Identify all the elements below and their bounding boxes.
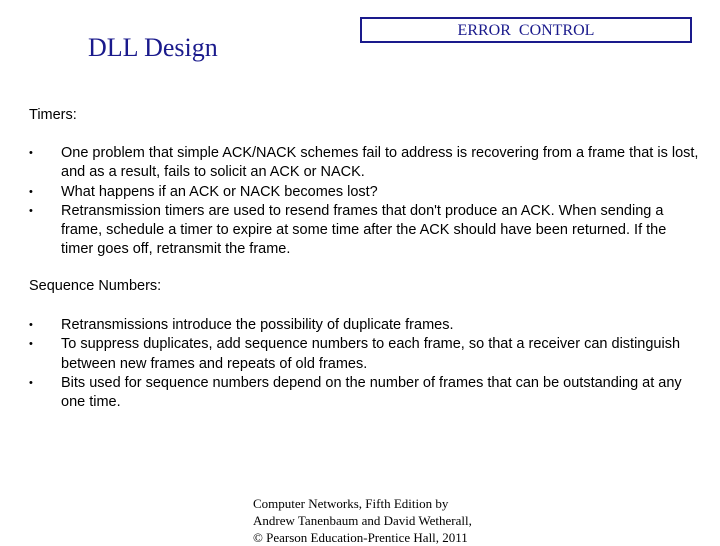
bullet-text: Retransmissions introduce the possibility of duplicate frames.	[61, 317, 454, 333]
section-heading-timers: Timers:	[29, 107, 77, 123]
topic-label-box: ERROR CONTROL	[360, 17, 692, 43]
footer-citation: Computer Networks, Fifth Edition by Andrew Tanenbaum and David Wetherall, © Pearson Education-Prentice Hall, 2011	[253, 496, 472, 545]
bullet-icon: •	[29, 147, 33, 159]
bullet-icon: •	[29, 338, 33, 351]
sequence-numbers-bullet-list	[29, 316, 699, 412]
list-item	[29, 316, 699, 335]
bullet-text: Bits used for sequence numbers depend on the number of frames that can be outstanding at any one time.	[61, 374, 682, 411]
section-heading-sequence-numbers: Sequence Numbers:	[29, 278, 162, 294]
list-item	[29, 202, 699, 260]
list-item	[29, 183, 699, 202]
slide-title: DLL Design	[88, 33, 218, 62]
bullet-icon: •	[29, 319, 33, 331]
bullet-icon: •	[29, 376, 33, 389]
bullet-text: One problem that simple ACK/NACK schemes fail to address is recovering from a frame that is lost, and as a result, fails to solicit an ACK or NACK.	[61, 145, 699, 181]
list-item	[29, 374, 699, 413]
bullet-icon: •	[29, 185, 33, 198]
list-item	[29, 335, 699, 374]
bullet-icon: •	[29, 204, 33, 217]
bullet-text: To suppress duplicates, add sequence numbers to each frame, so that a receiver can distinguish between new frames and repeats of old frames.	[61, 336, 681, 372]
bullet-text: What happens if an ACK or NACK becomes lost?	[61, 183, 378, 200]
bullet-text: Retransmission timers are used to resend frames that don't produce an ACK. When sending a frame, schedule a timer to expire at some time after the ACK should have been returned. If the timer goes off, retransmit the frame.	[61, 202, 667, 258]
list-item	[29, 144, 699, 183]
timers-bullet-list	[29, 144, 699, 260]
